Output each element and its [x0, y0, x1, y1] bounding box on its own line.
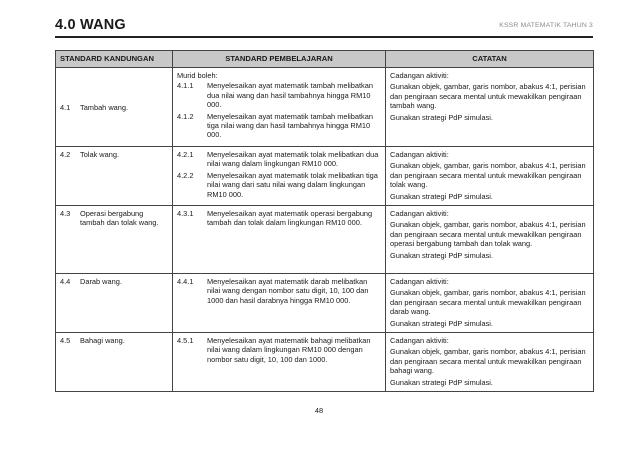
- catatan-heading: Cadangan aktiviti:: [390, 150, 449, 159]
- table-row: [56, 206, 594, 274]
- pembelajaran-cell: [173, 68, 386, 147]
- learning-standard-code: 4.5.1: [177, 336, 194, 346]
- catatan-heading: Cadangan aktiviti:: [390, 209, 449, 219]
- page-header: [55, 16, 593, 38]
- kandungan-text: Darab wang.: [80, 277, 122, 287]
- learning-standard-item: [177, 112, 382, 140]
- chapter-title: 4.0 WANG: [55, 17, 126, 33]
- kandungan-code: 4.2: [60, 150, 71, 159]
- learning-standard-text: Menyelesaikan ayat matematik operasi bergabung tambah dan tolak dalam lingkungan RM10 000.: [207, 209, 373, 228]
- learning-standard-code: 4.2.2: [177, 170, 194, 180]
- kandungan-cell: [56, 68, 173, 147]
- table-row: [56, 333, 594, 392]
- table-header-row: [56, 51, 594, 68]
- catatan-heading: Cadangan aktiviti:: [390, 277, 449, 287]
- kandungan-code: 4.4: [60, 277, 71, 287]
- catatan-text: Gunakan objek, gambar, garis nombor, abakus 4:1, perisian dan pengiraan secara mental untuk mewakilkan pengiraan darab wang.: [390, 288, 586, 317]
- kandungan-text: Tambah wang.: [80, 102, 129, 112]
- learning-standard-item: [177, 150, 382, 169]
- catatan-cell: [386, 274, 594, 333]
- kandungan-text: Operasi bergabung tambah dan tolak wang.: [80, 209, 159, 228]
- kandungan-text: Tolak wang.: [80, 150, 120, 159]
- catatan-strategy: Gunakan strategi PdP simulasi.: [390, 191, 493, 201]
- catatan-strategy: Gunakan strategi PdP simulasi.: [390, 318, 493, 328]
- catatan-strategy: Gunakan strategi PdP simulasi.: [390, 112, 493, 122]
- learning-standard-code: 4.1.1: [177, 81, 194, 91]
- learning-standard-text: Menyelesaikan ayat matematik bahagi melibatkan nilai wang dalam lingkungan RM10 000 dengan nombor satu digit, 10, 100 dan 1000.: [207, 336, 371, 364]
- pembelajaran-cell: [173, 274, 386, 333]
- kandungan-cell: [56, 333, 173, 392]
- learning-standard-item: [177, 277, 382, 305]
- pembelajaran-cell: [173, 206, 386, 274]
- column-header-catatan: CATATAN: [386, 51, 594, 68]
- pembelajaran-cell: [173, 147, 386, 206]
- table-row: [56, 274, 594, 333]
- catatan-cell: [386, 68, 594, 147]
- catatan-heading: Cadangan aktiviti:: [390, 336, 449, 346]
- learning-standard-item: [177, 171, 382, 199]
- learning-standard-item: [177, 336, 382, 364]
- learning-standard-code: 4.2.1: [177, 150, 194, 159]
- page-number: 48: [314, 406, 324, 415]
- catatan-strategy: Gunakan strategi PdP simulasi.: [390, 250, 493, 260]
- learning-standard-code: 4.1.2: [177, 111, 194, 121]
- kandungan-cell: [56, 147, 173, 206]
- catatan-text: Gunakan objek, gambar, garis nombor, abakus 4:1, perisian dan pengiraan secara mental untuk mewakilkan pengiraan operasi bergabung tambah dan tolak wang.: [390, 220, 586, 249]
- kandungan-code: 4.3: [60, 209, 71, 219]
- table-row: [56, 68, 594, 147]
- table-row: [56, 147, 594, 206]
- kandungan-code: 4.1: [60, 102, 71, 112]
- learning-standard-text: Menyelesaikan ayat matematik tambah melibatkan tiga nilai wang dan hasil tambahnya hingga RM10 000.: [207, 111, 373, 140]
- kandungan-cell: [56, 206, 173, 274]
- kandungan-text: Bahagi wang.: [80, 336, 125, 346]
- catatan-text: Gunakan objek, gambar, garis nombor, abakus 4:1, perisian dan pengiraan secara mental untuk mewakilkan pengiraan tolak wang.: [390, 161, 586, 190]
- catatan-heading: Cadangan aktiviti:: [390, 71, 449, 80]
- catatan-text: Gunakan objek, gambar, garis nombor, abakus 4:1, perisian dan pengiraan secara mental untuk mewakilkan pengiraan tambah wang.: [390, 82, 586, 111]
- column-header-pembelajaran: STANDARD PEMBELAJARAN: [173, 51, 386, 68]
- catatan-cell: [386, 206, 594, 274]
- learning-standard-code: 4.4.1: [177, 277, 194, 287]
- catatan-text: Gunakan objek, gambar, garis nombor, abakus 4:1, perisian dan pengiraan secara mental untuk mewakilkan pengiraan bahagi wang.: [390, 347, 586, 376]
- learning-standard-code: 4.3.1: [177, 209, 194, 219]
- curriculum-table: [55, 50, 594, 392]
- learning-standard-text: Menyelesaikan ayat matematik tolak melibatkan tiga nilai wang dari satu nilai wang dalam lingkungan RM10 000.: [207, 170, 378, 199]
- pembelajaran-intro: Murid boleh:: [177, 71, 218, 80]
- learning-standard-text: Menyelesaikan ayat matematik tolak melibatkan dua nilai wang dalam lingkungan RM10 000.: [207, 150, 379, 169]
- column-header-kandungan: STANDARD KANDUNGAN: [56, 51, 173, 68]
- catatan-strategy: Gunakan strategi PdP simulasi.: [390, 377, 493, 387]
- learning-standard-item: [177, 81, 382, 109]
- kandungan-cell: [56, 274, 173, 333]
- kandungan-code: 4.5: [60, 336, 71, 346]
- learning-standard-text: Menyelesaikan ayat matematik tambah melibatkan dua nilai wang dan hasil tambahnya hingga RM10 000.: [207, 81, 373, 110]
- catatan-cell: [386, 333, 594, 392]
- pembelajaran-cell: [173, 333, 386, 392]
- catatan-cell: [386, 147, 594, 206]
- learning-standard-text: Menyelesaikan ayat matematik darab melibatkan nilai wang dengan nombor satu digit, 10, 100 dan 1000 dan hasil darabnya hingga RM10 000.: [207, 277, 369, 305]
- running-head: KSSR MATEMATIK TAHUN 3: [499, 22, 593, 29]
- learning-standard-item: [177, 209, 382, 228]
